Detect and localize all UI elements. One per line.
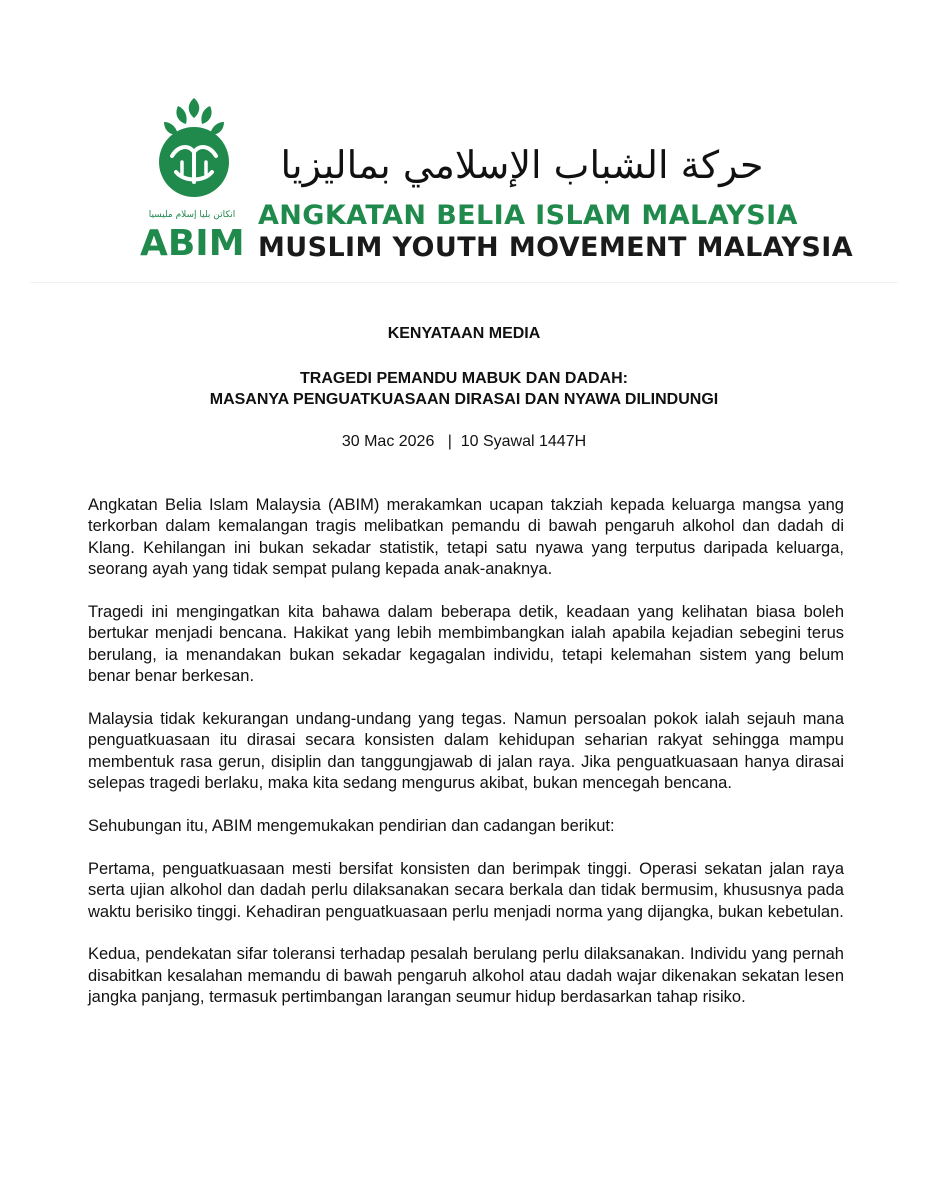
statement-headline (0, 368, 928, 410)
abim-logo-emblem (142, 92, 246, 204)
org-name-malay: ANGKATAN BELIA ISLAM MALAYSIA (258, 200, 798, 231)
statement-body (88, 495, 844, 1030)
leaf-left (176, 106, 186, 124)
logo-tagline-arabic: أنكاتن بليا إسلام مليسيا (148, 210, 236, 220)
enforcement-paragraph: Malaysia tidak kekurangan undang-undang yang tegas. Namun persoalan pokok ialah sejauh mana penguatkuasaan itu dirasai secara konsisten dalam kehidupan seharian rakyat sehingga mampu membentuk rasa gerun, disiplin dan tanggungjawab di jalan raya. Jika penguatkuasaan hanya dirasai selepas tragedi berlaku, maka kita sedang mengurus akibat, bukan mencegah bencana. (88, 710, 844, 793)
letterhead (0, 0, 928, 290)
context-paragraph: Tragedi ini mengingatkan kita bahawa dalam beberapa detik, keadaan yang kelihatan biasa boleh bertukar menjadi bencana. Hakikat yang lebih membimbangkan ialah apabila kejadian sebegini terus berulang, ia menandakan bukan sekadar kegagalan individu, tetapi kelemahan sistem yang belum benar benar berkesan. (88, 603, 844, 686)
leaf-top (189, 98, 200, 118)
date-line: 30 Mac 2026 | 10 Syawal 1447H (341, 433, 587, 450)
headline-line-1: TRAGEDI PEMANDU MABUK DAN DADAH: (300, 370, 628, 387)
leaf-right (201, 106, 211, 124)
header-divider (30, 282, 898, 283)
proposal-second-paragraph: Kedua, pendekatan sifar toleransi terhadap pesalah berulang perlu dilaksanakan. Individu yang pernah disabitkan kesalahan memandu di bawah pengaruh alkohol atau dadah wajar dikenakan sekatan lesen jangka panjang, termasuk pertimbangan larangan seumur hidup berdasarkan tahap risiko. (88, 945, 844, 1007)
position-paragraph: Sehubungan itu, ABIM mengemukakan pendirian dan cadangan berikut: (88, 817, 615, 836)
org-name-english: MUSLIM YOUTH MOVEMENT MALAYSIA (258, 232, 854, 263)
proposal-first-paragraph: Pertama, penguatkuasaan mesti bersifat konsisten dan berimpak tinggi. Operasi sekatan jalan raya serta ujian alkohol dan dadah perlu dilaksanakan secara berkala dan tidak bermusim, khususnya pada waktu berisiko tinggi. Kehadiran penguatkuasaan perlu menjadi norma yang dijangka, bukan kebetulan. (88, 859, 844, 921)
org-name-arabic: حركة الشباب الإسلامي بماليزيا (280, 143, 764, 187)
headline-line-2: MASANYA PENGUATKUASAAN DIRASAI DAN NYAWA DILINDUNGI (209, 391, 719, 408)
abim-logo-wordmark: ABIM (140, 223, 245, 264)
intro-paragraph: Angkatan Belia Islam Malaysia (ABIM) merakamkan ucapan takziah kepada keluarga mangsa yang terkorban dalam kemalangan tragis melibatkan pemandu di bawah pengaruh alkohol dan dadah di Klang. Kehilangan ini bukan sekadar statistik, tetapi satu nyawa yang terputus daripada keluarga, seorang ayah yang tidak sempat pulang kepada anak-anaknya. (88, 496, 844, 579)
document-type-heading: KENYATAAN MEDIA (387, 325, 541, 342)
